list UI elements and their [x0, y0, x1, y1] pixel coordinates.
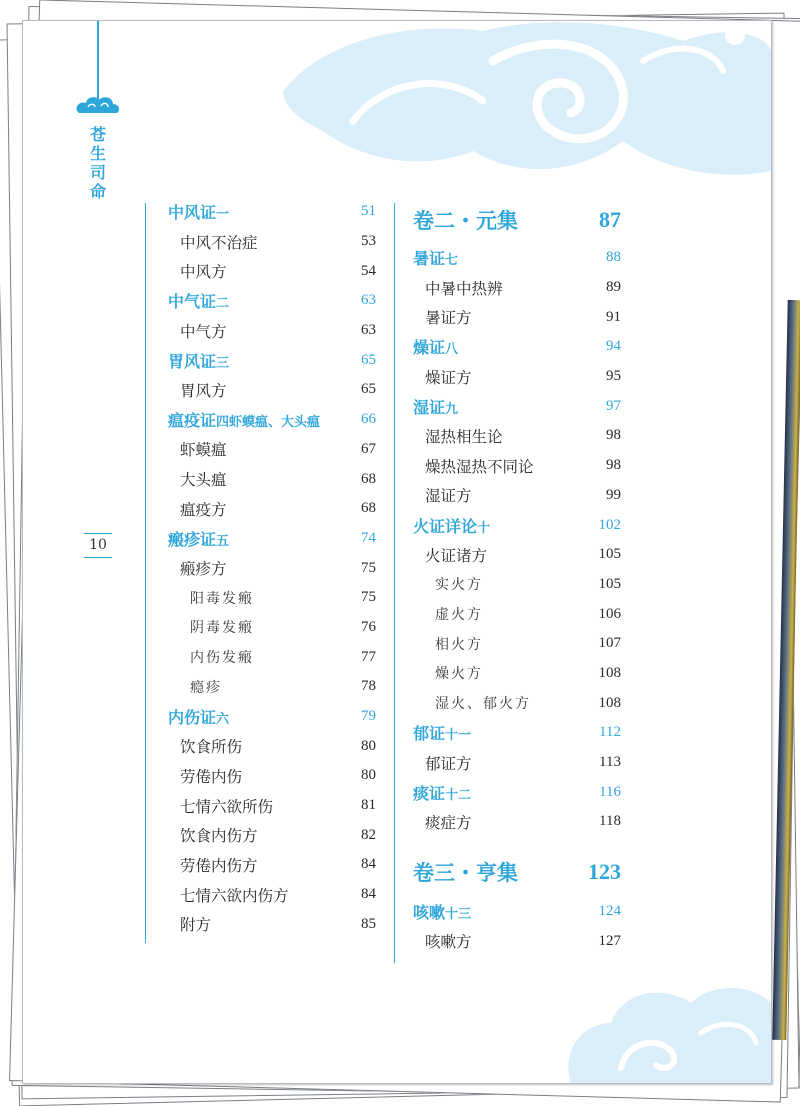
toc-entry: [168, 880, 376, 910]
toc-entry: [413, 807, 621, 837]
book-title-char: 生: [89, 144, 106, 163]
toc-entry-title: [168, 527, 229, 550]
toc-entry-chapter-number: 十: [477, 520, 491, 536]
toc-entry-title: [168, 705, 229, 728]
toc-entry-chapter-number: 三: [216, 355, 230, 371]
toc-entry-page-number: 65: [361, 351, 376, 368]
cloud-ornament-icon: [73, 93, 123, 117]
toc-entry-page-number: 75: [361, 559, 376, 576]
toc-entry-page-number: 98: [606, 457, 621, 474]
left-column-rule: [145, 203, 146, 943]
toc-entry-title-text: 火证详论: [413, 516, 478, 536]
toc-entry-title-text: 七情六欲所伤: [180, 797, 274, 816]
toc-volume-heading: [413, 197, 621, 243]
toc-entry-page-number: 107: [598, 635, 621, 652]
toc-entry-title: [168, 647, 254, 667]
toc-entry-chapter-number: 七: [445, 253, 459, 269]
toc-entry-page-number: 53: [361, 233, 376, 250]
toc-section-entry: [413, 777, 621, 807]
toc-entry-title-text: 郁证方: [425, 754, 472, 773]
toc-entry-title-text: 虚火方: [435, 607, 483, 624]
toc-entry-title-text: 附方: [180, 916, 212, 935]
right-column-rule: [394, 203, 395, 963]
toc-entry-chapter-number: 十一: [445, 728, 472, 744]
toc-section-entry: [413, 332, 621, 362]
toc-entry-title-text: 胃风证: [168, 351, 217, 371]
toc-entry-page-number: 79: [361, 708, 376, 725]
toc-entry-title-text: 阳毒发瘢: [190, 590, 254, 607]
toc-entry-page-number: 75: [361, 589, 376, 606]
toc-section-entry: [168, 345, 376, 375]
toc-entry: [413, 421, 621, 451]
toc-entry-page-number: 84: [361, 856, 376, 873]
toc-entry-page-number: 80: [361, 767, 376, 784]
toc-entry: [168, 761, 376, 791]
toc-entry-title: [168, 438, 227, 460]
toc-entry-page-number: 68: [361, 470, 376, 487]
toc-section-entry: [413, 510, 621, 540]
toc-entry-page-number: 98: [606, 427, 621, 444]
toc-section-entry: [413, 391, 621, 421]
toc-entry: [168, 820, 376, 850]
toc-entry-title: [413, 574, 483, 594]
toc-entry-page-number: 82: [361, 826, 376, 843]
toc-entry: [413, 570, 621, 600]
toc-entry-title-text: 咳嗽: [413, 903, 446, 923]
toc-entry-title: [413, 634, 483, 654]
toc-entry-chapter-number: 十二: [445, 787, 472, 803]
toc-entry-title: [168, 231, 258, 253]
toc-entry-title-text: 胃风方: [180, 381, 227, 400]
toc-entry-chapter-number: 九: [445, 401, 459, 417]
toc-entry-title: [168, 588, 254, 608]
page-number: 10: [89, 537, 107, 553]
toc-entry-page-number: 80: [361, 737, 376, 754]
toc-entry-title: [168, 289, 229, 312]
toc-entry-page-number: 124: [598, 903, 621, 920]
toc-entry-title: [413, 544, 487, 566]
toc-entry-title-text: 七情六欲内伤方: [180, 886, 289, 905]
toc-entry-page-number: 102: [598, 516, 621, 533]
toc-entry-page-number: 65: [361, 381, 376, 398]
toc-entry: [413, 599, 621, 629]
toc-entry: [168, 256, 376, 286]
toc-entry-page-number: 108: [598, 694, 621, 711]
toc-entry-title-text: 暑证方: [425, 309, 472, 328]
book-title-char: 命: [89, 182, 106, 201]
toc-entry-title: [168, 824, 258, 846]
toc-volume-heading: [413, 847, 621, 897]
toc-entry-title-text: 中风不治症: [180, 233, 258, 252]
toc-entry-title-text: 湿热相生论: [425, 427, 503, 446]
toc-entry-page-number: 68: [361, 500, 376, 517]
toc-entry-title-text: 相火方: [435, 636, 483, 653]
toc-entry-page-number: 66: [361, 411, 376, 428]
toc-left-column: [168, 197, 376, 939]
toc-entry-title-text: 咳嗽方: [425, 933, 472, 952]
toc-entry-title-text: 痰证: [413, 783, 446, 803]
toc-entry-page-number: 94: [606, 338, 621, 355]
toc-entry-title: [413, 205, 518, 235]
toc-entry-title-text: 大头瘟: [180, 471, 227, 490]
toc-entry-title-text: 中风方: [180, 263, 227, 282]
toc-entry-title: [168, 468, 227, 490]
toc-entry-title: [413, 857, 518, 887]
toc-entry-title-text: 劳倦内伤方: [180, 856, 258, 875]
toc-entry-page-number: 67: [361, 440, 376, 457]
toc-entry-page-number: 116: [599, 783, 621, 800]
toc-entry-chapter-number: 十三: [445, 907, 472, 923]
toc-entry-title-text: 瘟疫证: [168, 411, 217, 431]
toc-entry-page-number: 112: [599, 724, 621, 741]
toc-entry-page-number: 95: [606, 368, 621, 385]
toc-entry: [413, 748, 621, 778]
toc-entry: [168, 583, 376, 613]
toc-entry-title: [413, 811, 472, 833]
toc-entry: [413, 659, 621, 689]
toc-entry-title: [413, 781, 471, 804]
toc-entry-title-text: 瘾疹: [190, 679, 222, 696]
toc-entry: [168, 910, 376, 940]
toc-entry-title: [413, 930, 472, 952]
toc-entry-page-number: 113: [599, 754, 621, 771]
toc-entry: [168, 850, 376, 880]
toc-entry-title: [168, 617, 254, 637]
toc-entry: [168, 316, 376, 346]
toc-entry-page-number: 54: [361, 262, 376, 279]
toc-entry-title-text: 痰症方: [425, 813, 472, 832]
toc-entry-title-text: 卷二・元集: [413, 208, 518, 233]
toc-entry-title-text: 湿证: [413, 397, 446, 417]
toc-entry-title: [413, 425, 503, 447]
toc-entry-page-number: 99: [606, 486, 621, 503]
toc-entry-title-text: 劳倦内伤: [180, 767, 243, 786]
toc-entry-title: [168, 765, 242, 787]
toc-entry-title-text: 阴毒发瘢: [190, 620, 254, 637]
toc-entry: [168, 613, 376, 643]
toc-entry-title: [168, 854, 258, 876]
toc-entry-title: [413, 900, 471, 923]
toc-entry-page-number: 89: [606, 279, 621, 296]
toc-entry: [168, 227, 376, 257]
toc-entry-title-text: 内伤发瘢: [190, 650, 254, 667]
toc-entry-title: [413, 335, 458, 358]
toc-entry-page-number: 63: [361, 292, 376, 309]
toc-entry-title: [168, 735, 242, 757]
toc-section-entry: [168, 197, 376, 227]
toc-entry: [413, 688, 621, 718]
toc-entry: [413, 481, 621, 511]
toc-entry-page-number: 123: [588, 858, 621, 884]
toc-entry-title-text: 郁证: [413, 724, 446, 744]
toc-section-entry: [168, 405, 376, 435]
toc-entry-title: [168, 320, 227, 342]
toc-entry-page-number: 97: [606, 397, 621, 414]
toc-entry-title: [413, 484, 472, 506]
page-number-block: [84, 533, 112, 558]
toc-entry-page-number: 78: [361, 678, 376, 695]
toc-entry-page-number: 51: [361, 203, 376, 220]
toc-entry: [413, 926, 621, 956]
toc-entry-title: [168, 408, 320, 431]
toc-entry-chapter-number: 六: [216, 712, 230, 728]
toc-entry-title-text: 火证诸方: [425, 546, 488, 565]
toc-entry-title: [413, 663, 483, 683]
book-page: [22, 20, 772, 1084]
toc-entry-title-text: 饮食所伤: [180, 738, 243, 757]
toc-entry-title-text: 瘢疹证: [168, 529, 217, 549]
toc-entry-title-text: 中气证: [168, 292, 217, 312]
toc-entry-page-number: 81: [361, 797, 376, 814]
book-title-char: 苍: [89, 125, 106, 144]
toc-entry-title-text: 饮食内伤方: [180, 827, 258, 846]
toc-entry-title: [168, 795, 273, 817]
toc-entry: [168, 672, 376, 702]
toc-entry-title: [168, 260, 227, 282]
toc-entry-page-number: 87: [599, 207, 621, 232]
toc-entry-title: [168, 498, 227, 520]
toc-entry: [413, 273, 621, 303]
toc-entry-page-number: 77: [361, 648, 376, 665]
toc-entry: [168, 435, 376, 465]
toc-entry: [413, 302, 621, 332]
toc-entry: [168, 375, 376, 405]
toc-entry-title-text: 瘟疫方: [180, 500, 227, 519]
book-title-char: 司: [89, 163, 106, 182]
toc-entry-title: [413, 693, 531, 713]
toc-entry-title-text: 瘢疹方: [180, 560, 227, 579]
toc-section-entry: [168, 702, 376, 732]
toc-entry-title-text: 实火方: [435, 577, 483, 594]
toc-entry-title: [413, 366, 472, 388]
toc-entry: [168, 464, 376, 494]
toc-entry-title: [168, 884, 289, 906]
toc-entry-title-text: 虾蟆瘟: [180, 441, 227, 460]
toc-entry-chapter-number: 二: [216, 296, 230, 312]
toc-entry-page-number: 84: [361, 886, 376, 903]
toc-entry-title: [413, 721, 471, 744]
toc-entry: [168, 791, 376, 821]
toc-entry: [413, 451, 621, 481]
toc-entry-title: [413, 455, 534, 477]
toc-entry-title-text: 中风证: [168, 203, 217, 223]
toc-entry-title-text: 内伤证: [168, 708, 217, 728]
toc-entry-title: [168, 379, 227, 401]
toc-entry-title-text: 燥证: [413, 338, 446, 358]
toc-entry-page-number: 118: [599, 813, 621, 830]
toc-entry-title-text: 燥火方: [435, 666, 483, 683]
toc-entry-title-text: 燥热湿热不同论: [425, 457, 534, 476]
toc-entry-title: [168, 200, 229, 223]
toc-entry: [413, 362, 621, 392]
toc-entry-chapter-number: 四虾蟆瘟、大头瘟: [216, 415, 321, 431]
toc-entry-title-text: 暑证: [413, 249, 446, 269]
toc-entry-page-number: 88: [606, 249, 621, 266]
toc-section-entry: [413, 718, 621, 748]
toc-entry-title: [413, 306, 472, 328]
toc-entry-title: [413, 395, 458, 418]
toc-entry-page-number: 76: [361, 618, 376, 635]
toc-entry-title-text: 中气方: [180, 322, 227, 341]
toc-section-entry: [413, 243, 621, 273]
toc-entry-title-text: 中暑中热辨: [425, 279, 503, 298]
toc-entry-title: [168, 349, 229, 372]
toc-entry-page-number: 85: [361, 915, 376, 932]
toc-entry: [168, 731, 376, 761]
toc-entry-page-number: 74: [361, 529, 376, 546]
toc-entry-page-number: 127: [598, 932, 621, 949]
toc-entry-title-text: 卷三・亨集: [413, 859, 518, 885]
toc-entry-page-number: 63: [361, 322, 376, 339]
toc-entry: [413, 629, 621, 659]
cloud-watermark-top: [23, 21, 771, 201]
toc-entry-title: [413, 604, 483, 624]
toc-right-column: [413, 197, 621, 956]
toc-entry-page-number: 105: [598, 546, 621, 563]
toc-entry-title-text: 湿火、郁火方: [435, 696, 531, 713]
toc-entry-page-number: 91: [606, 308, 621, 325]
toc-section-entry: [413, 897, 621, 927]
toc-entry-title-text: 湿证方: [425, 487, 472, 506]
book-title-vertical: [87, 125, 109, 201]
toc-entry-page-number: 108: [598, 664, 621, 681]
toc-entry-chapter-number: 八: [445, 342, 459, 358]
toc-entry-title: [413, 752, 472, 774]
toc-entry-title-text: 燥证方: [425, 368, 472, 387]
toc-entry-chapter-number: 一: [216, 207, 230, 223]
toc-entry: [168, 553, 376, 583]
toc-entry: [413, 540, 621, 570]
cloud-watermark-bottom: [551, 973, 771, 1083]
toc-entry: [168, 494, 376, 524]
toc-entry-title: [413, 246, 458, 269]
toc-entry-title: [168, 557, 227, 579]
toc-entry-title: [413, 277, 503, 299]
toc-entry-page-number: 105: [598, 575, 621, 592]
toc-entry-title: [413, 514, 490, 537]
toc-entry: [168, 642, 376, 672]
toc-entry-page-number: 106: [598, 605, 621, 622]
toc-section-entry: [168, 286, 376, 316]
toc-entry-title: [168, 913, 211, 935]
toc-entry-title: [168, 677, 222, 697]
toc-section-entry: [168, 524, 376, 554]
toc-entry-chapter-number: 五: [216, 533, 230, 549]
